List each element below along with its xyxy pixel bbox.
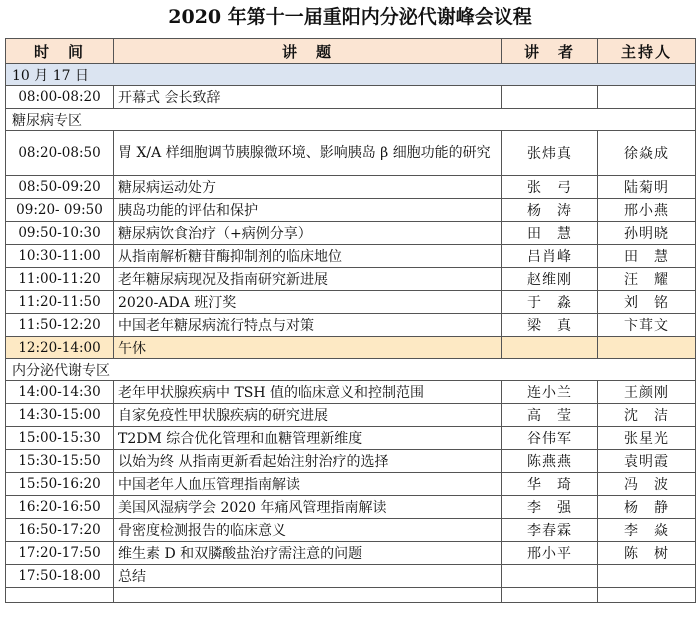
- row-time: 17:50-18:00: [6, 565, 114, 588]
- row-time: 12:20-14:00: [6, 337, 114, 359]
- row-time: 16:20-16:50: [6, 496, 114, 519]
- table-row: [6, 404, 696, 427]
- row-speaker: 张炜真: [502, 131, 598, 176]
- row-topic: 午休: [114, 337, 502, 359]
- row-topic: T2DM 综合优化管理和血糖管理新维度: [114, 427, 502, 450]
- opening-row: [6, 86, 696, 109]
- row-speaker: 谷伟军: [502, 427, 598, 450]
- table-row: [6, 176, 696, 199]
- row-topic: 胃 X/A 样细胞调节胰腺微环境、影响胰岛 β 细胞功能的研究: [114, 131, 502, 176]
- row-host: 徐焱成: [598, 131, 696, 176]
- row-speaker: 梁 真: [502, 314, 598, 337]
- row-host: [598, 337, 696, 359]
- header-speaker: 讲 者: [502, 39, 598, 64]
- row-time: 09:20- 09:50: [6, 199, 114, 222]
- row-speaker: 高 莹: [502, 404, 598, 427]
- row-time: 09:50-10:30: [6, 222, 114, 245]
- row-topic: 老年糖尿病现况及指南研究新进展: [114, 268, 502, 291]
- row-topic: 中国老年糖尿病流行特点与对策: [114, 314, 502, 337]
- row-host: 陈 树: [598, 542, 696, 565]
- row-host: 刘 铭: [598, 291, 696, 314]
- date-row: [6, 64, 696, 86]
- row-topic: 总结: [114, 565, 502, 588]
- table-row: [6, 496, 696, 519]
- section-label: 糖尿病专区: [6, 109, 696, 131]
- section-row-diabetes: [6, 109, 696, 131]
- date-label: 10 月 17 日: [6, 64, 696, 86]
- table-row: [6, 245, 696, 268]
- header-time: 时 间: [6, 39, 114, 64]
- section-label: 内分泌代谢专区: [6, 359, 696, 381]
- row-topic: 2020-ADA 班汀奖: [114, 291, 502, 314]
- header-host: 主持人: [598, 39, 696, 64]
- table-row: [6, 131, 696, 176]
- row-host: [598, 565, 696, 588]
- row-speaker: 吕肖峰: [502, 245, 598, 268]
- row-speaker: 田 慧: [502, 222, 598, 245]
- table-row: [6, 268, 696, 291]
- row-time: 15:50-16:20: [6, 473, 114, 496]
- header-row: [6, 39, 696, 64]
- table-row: [6, 588, 696, 603]
- row-speaker: 张 弓: [502, 176, 598, 199]
- row-time: 11:20-11:50: [6, 291, 114, 314]
- row-host: 孙明晓: [598, 222, 696, 245]
- row-host: [598, 86, 696, 109]
- row-topic: 开幕式 会长致辞: [114, 86, 502, 109]
- row-time: 11:50-12:20: [6, 314, 114, 337]
- table-row: [6, 381, 696, 404]
- row-speaker: 李 强: [502, 496, 598, 519]
- row-host: 冯 波: [598, 473, 696, 496]
- row-speaker: [502, 565, 598, 588]
- row-time: 10:30-11:00: [6, 245, 114, 268]
- table-row: [6, 473, 696, 496]
- closing-row: [6, 565, 696, 588]
- row-time: 08:00-08:20: [6, 86, 114, 109]
- row-speaker: 邢小平: [502, 542, 598, 565]
- row-host: 张星光: [598, 427, 696, 450]
- row-topic: 糖尿病饮食治疗（+病例分享）: [114, 222, 502, 245]
- row-time: 08:20-08:50: [6, 131, 114, 176]
- row-speaker: 于 淼: [502, 291, 598, 314]
- row-topic: 美国风湿病学会 2020 年痛风管理指南解读: [114, 496, 502, 519]
- row-time: 08:50-09:20: [6, 176, 114, 199]
- row-topic: 骨密度检测报告的临床意义: [114, 519, 502, 542]
- row-time: 14:30-15:00: [6, 404, 114, 427]
- section-row-endocrine: [6, 359, 696, 381]
- row-host: 陆菊明: [598, 176, 696, 199]
- row-time: 15:30-15:50: [6, 450, 114, 473]
- row-time: 14:00-14:30: [6, 381, 114, 404]
- row-topic: 从指南解析糖苷酶抑制剂的临床地位: [114, 245, 502, 268]
- row-topic: 糖尿病运动处方: [114, 176, 502, 199]
- row-time: 17:20-17:50: [6, 542, 114, 565]
- row-time: 15:00-15:30: [6, 427, 114, 450]
- row-topic: 胰岛功能的评估和保护: [114, 199, 502, 222]
- row-host: 王颜刚: [598, 381, 696, 404]
- row-speaker: 李春霖: [502, 519, 598, 542]
- table-row: [6, 542, 696, 565]
- row-topic: 老年甲状腺疾病中 TSH 值的临床意义和控制范围: [114, 381, 502, 404]
- row-time: 16:50-17:20: [6, 519, 114, 542]
- row-host: 邢小燕: [598, 199, 696, 222]
- agenda-table: [5, 38, 696, 603]
- row-speaker: 连小兰: [502, 381, 598, 404]
- table-row: [6, 291, 696, 314]
- table-row: [6, 427, 696, 450]
- row-speaker: [502, 337, 598, 359]
- row-time: 11:00-11:20: [6, 268, 114, 291]
- table-row: [6, 450, 696, 473]
- row-host: 杨 静: [598, 496, 696, 519]
- row-speaker: 赵维刚: [502, 268, 598, 291]
- row-host: 卞茸文: [598, 314, 696, 337]
- row-host: 李 焱: [598, 519, 696, 542]
- header-topic: 讲 题: [114, 39, 502, 64]
- row-host: 袁明霞: [598, 450, 696, 473]
- row-topic: 中国老年人血压管理指南解读: [114, 473, 502, 496]
- row-host: 汪 耀: [598, 268, 696, 291]
- row-topic: 以始为终 从指南更新看起始注射治疗的选择: [114, 450, 502, 473]
- row-speaker: [502, 86, 598, 109]
- table-row: [6, 222, 696, 245]
- row-speaker: 杨 涛: [502, 199, 598, 222]
- page-title: 2020 年第十一届重阳内分泌代谢峰会议程: [168, 6, 532, 28]
- row-host: 田 慧: [598, 245, 696, 268]
- table-row: [6, 199, 696, 222]
- row-topic: 自家免疫性甲状腺疾病的研究进展: [114, 404, 502, 427]
- table-row: [6, 519, 696, 542]
- row-speaker: 华 琦: [502, 473, 598, 496]
- row-host: 沈 洁: [598, 404, 696, 427]
- row-topic: 维生素 D 和双膦酸盐治疗需注意的问题: [114, 542, 502, 565]
- row-speaker: 陈燕燕: [502, 450, 598, 473]
- table-row: [6, 314, 696, 337]
- lunch-row: [6, 337, 696, 359]
